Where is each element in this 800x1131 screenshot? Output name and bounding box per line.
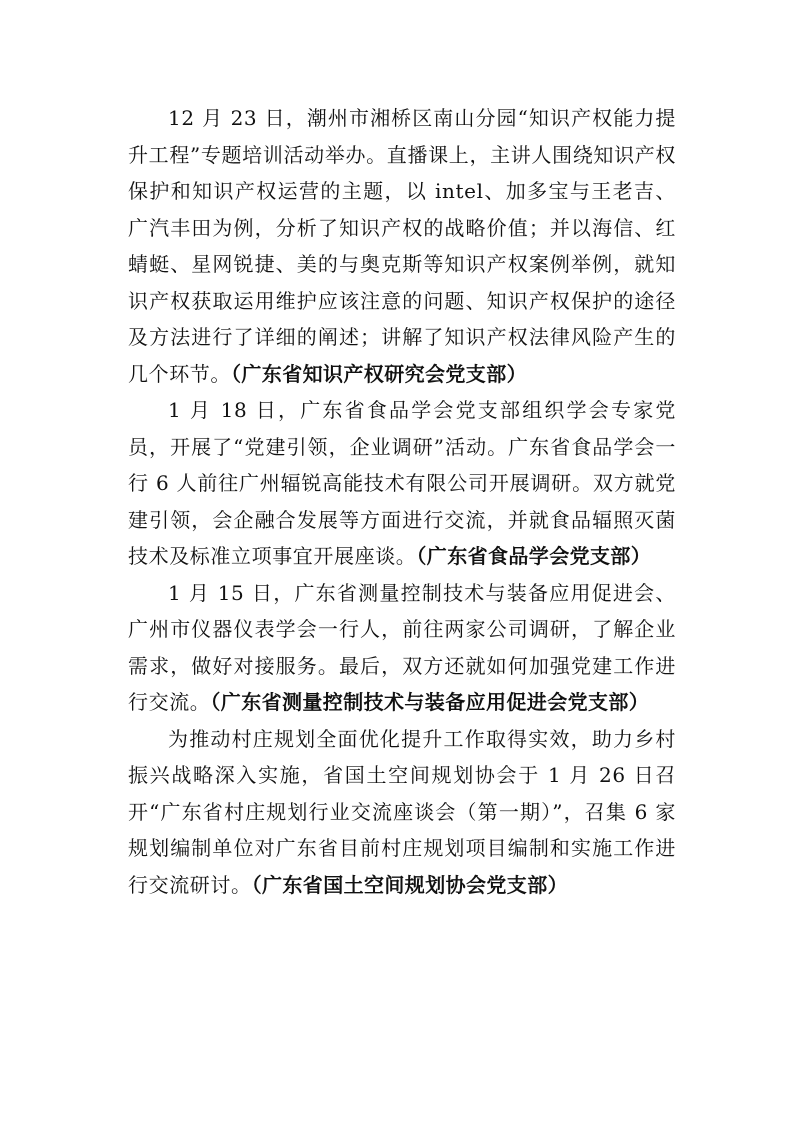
news-paragraph-2 (128, 392, 676, 575)
source-organization: （广东省知识产权研究会党支部） (231, 361, 527, 386)
paragraph-text: 1 月 15 日，广东省测量控制技术与装备应用促进会、广州市仪器仪表学会一行人，前往两家公司调研，了解企业需求，做好对接服务。最后，双方还就如何加强党建工作进行交流。 (128, 580, 676, 714)
source-organization: （广东省测量控制技术与装备应用促进会党支部） (210, 690, 650, 714)
source-organization: （广东省食品学会党支部） (416, 544, 652, 568)
paragraph-text: 1 月 18 日，广东省食品学会党支部组织学会专家党员，开展了“党建引领，企业调研”活动。广东省食品学会一行 6 人前往广州辐锐高能技术有限公司开展调研。双方就党建引领，会企融合发展等方面进行交流，并就食品辐照灭菌技术及标准立项事宜开展座谈。 (128, 398, 676, 568)
news-paragraph-4 (128, 721, 676, 904)
news-paragraph-3 (128, 575, 676, 721)
article-body (128, 100, 676, 903)
paragraph-text: 12 月 23 日，潮州市湘桥区南山分园“知识产权能力提升工程”专题培训活动举办。直播课上，主讲人围绕知识产权保护和知识产权运营的主题，以 intel、加多宝与王老吉、广汽丰田为例，分析了知识产权的战略价值；并以海信、红蜻蜓、星网锐捷、美的与奥克斯等知识产权案例举例，就知识产权获取运用维护应该注意的问题、知识产权保护的途径及方法进行了详细的阐述；讲解了知识产权法律风险产生的几个环节。 (128, 106, 676, 386)
source-organization: （广东省国土空间规划协会党支部） (251, 872, 569, 897)
news-paragraph-1 (128, 100, 676, 392)
paragraph-text: 为推动村庄规划全面优化提升工作取得实效，助力乡村振兴战略深入实施，省国土空间规划协会于 1 月 26 日召开“广东省村庄规划行业交流座谈会（第一期）”，召集 6 家规划编制单位对广东省目前村庄规划项目编制和实施工作进行交流研讨。 (128, 726, 676, 897)
